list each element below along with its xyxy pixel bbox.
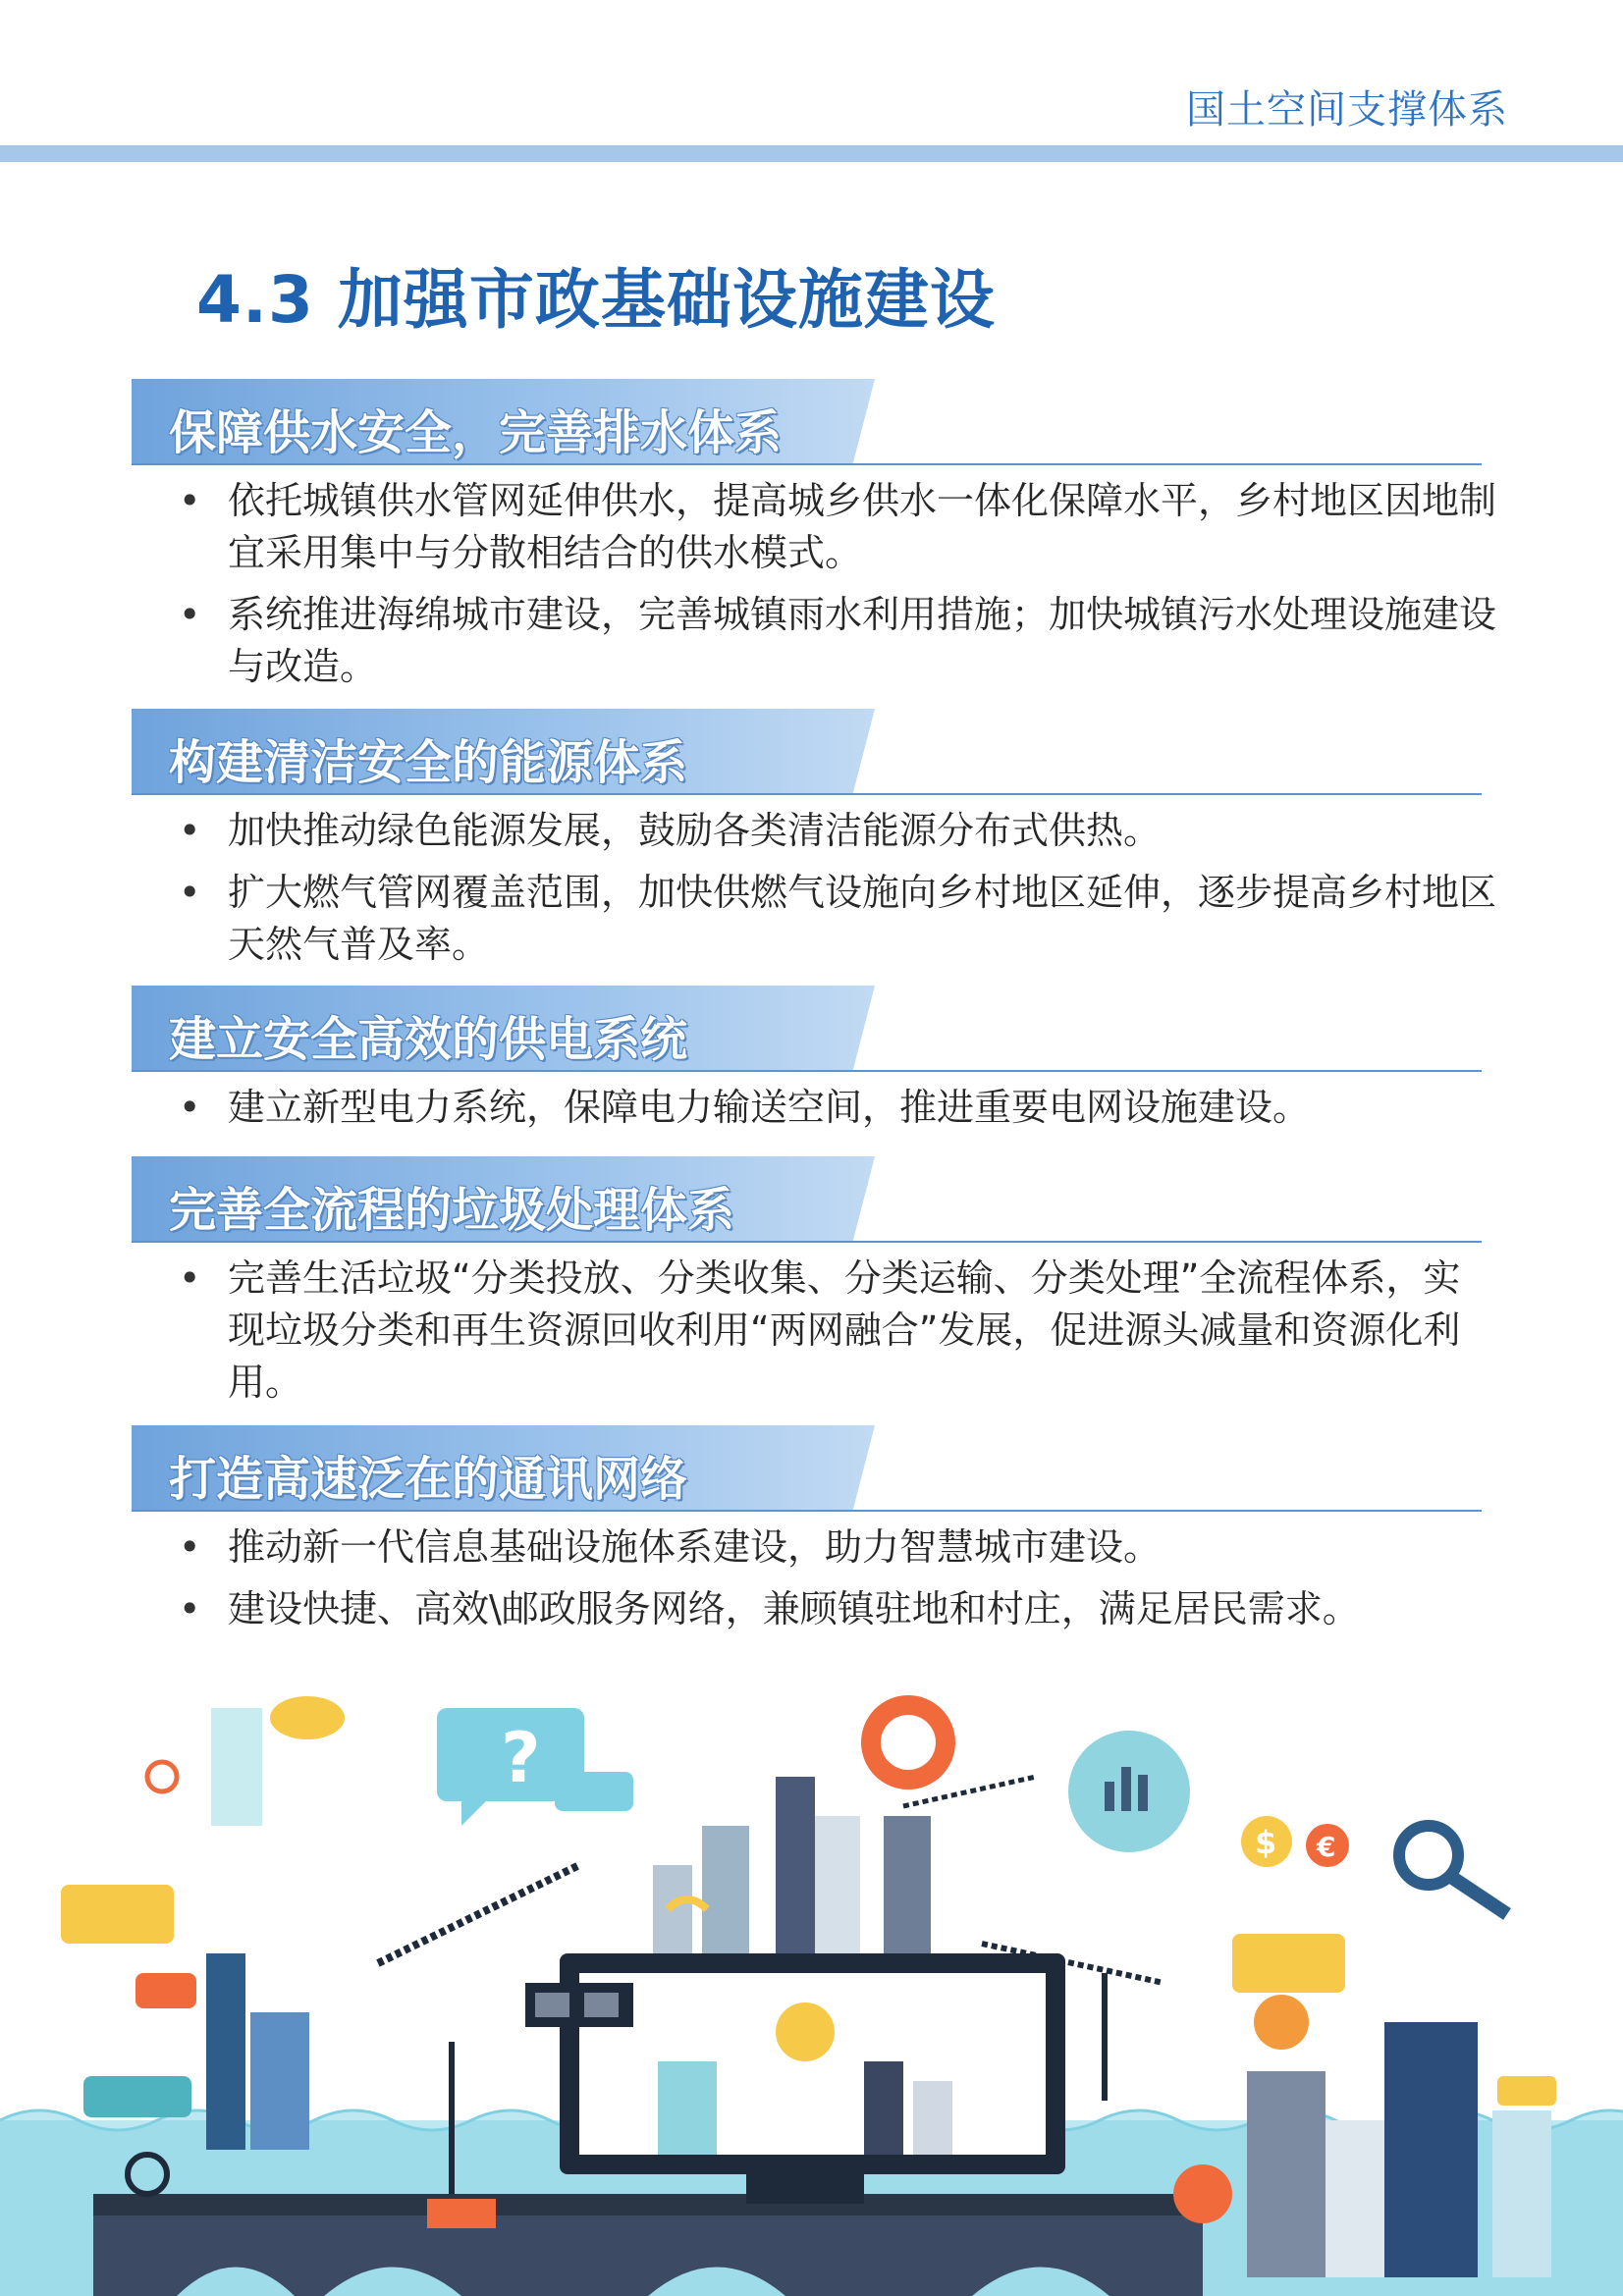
film-frame <box>584 1993 619 2017</box>
building <box>658 2061 717 2155</box>
header-label: 国土空间支撑体系 <box>1186 87 1508 133</box>
section-title: 构建清洁安全的能源体系 <box>169 735 688 790</box>
bullet-list <box>132 1522 1482 1635</box>
section-waste <box>132 1156 1482 1409</box>
film-frame <box>535 1993 569 2017</box>
section-water <box>132 379 1497 693</box>
bar <box>1105 1782 1114 1811</box>
bar <box>1138 1775 1148 1811</box>
signal-bubble-icon <box>1232 1934 1345 1993</box>
chat-bubble-icon <box>1497 2076 1556 2106</box>
building <box>206 1953 245 2150</box>
svg-text:?: ? <box>501 1718 541 1798</box>
chat-bubble-icon <box>270 1696 345 1739</box>
header-rule <box>0 145 1623 162</box>
section-title: 建立安全高效的供电系统 <box>169 1012 688 1067</box>
bridge-deck <box>93 2194 1203 2216</box>
building <box>913 2081 952 2155</box>
bullet-list <box>132 1253 1482 1409</box>
magnifier-icon <box>1399 1826 1458 1885</box>
section-rule <box>132 1241 1482 1243</box>
film-reel-icon <box>1254 1995 1309 2050</box>
bullet-item: • 扩大燃气管网覆盖范围，加快供燃气设施向乡村地区延伸，逐步提高乡村地区天然气普及率。 <box>132 867 1496 971</box>
sign-icon <box>427 2199 496 2228</box>
section-rule <box>132 793 1482 795</box>
section-header <box>132 379 1482 465</box>
section-power <box>132 986 1482 1134</box>
building <box>1247 2071 1325 2277</box>
section-rule <box>132 463 1482 465</box>
bar <box>1121 1767 1131 1811</box>
chat-bubble-icon <box>555 1772 633 1811</box>
magnifier-handle <box>1451 1877 1507 1914</box>
monitor-screen <box>579 1973 1046 2155</box>
monitor-stand <box>746 2174 864 2204</box>
page-title: 4.3 加强市政基础设施建设 <box>196 262 996 338</box>
bullet-list <box>132 475 1497 693</box>
euro-coin-label: € <box>1317 1831 1336 1863</box>
bullet-item: • 推动新一代信息基础设施体系建设，助力智慧城市建设。 <box>132 1522 1496 1574</box>
section-title: 打造高速泛在的通讯网络 <box>169 1452 688 1507</box>
lightbulb-pin-inner <box>881 1715 936 1770</box>
message-bubble-icon <box>61 1885 174 1944</box>
bullet-item: • 完善生活垃圾“分类投放、分类收集、分类运输、分类处理”全流程体系，实现垃圾分类和再生资源回收利用“两网融合”发展，促进源头减量和资源化利用。 <box>132 1253 1496 1409</box>
building <box>1492 2110 1551 2277</box>
section-title: 完善全流程的垃圾处理体系 <box>169 1183 735 1238</box>
building <box>211 1708 262 1826</box>
building <box>1384 2022 1478 2277</box>
section-header <box>132 709 1482 795</box>
building <box>1325 2120 1394 2277</box>
crane-arm <box>378 1865 579 1963</box>
building <box>250 2012 309 2150</box>
info-icon <box>147 1762 177 1791</box>
coin-stack-icon <box>1173 2164 1232 2223</box>
section-energy <box>132 709 1497 971</box>
section-rule <box>132 1070 1482 1072</box>
bullet-item: • 建设快捷、高效\邮政服务网络，兼顾镇驻地和村庄，满足居民需求。 <box>132 1583 1496 1635</box>
keyboard-bubble-icon <box>83 2076 191 2117</box>
section-telecom <box>132 1425 1482 1635</box>
bullet-item: • 建立新型电力系统，保障电力输送空间，推进重要电网设施建设。 <box>132 1082 1496 1134</box>
city-illustration <box>0 1688 1623 2296</box>
chat-bubble-icon <box>135 1973 196 2008</box>
bullet-item: • 加快推动绿色能源发展，鼓励各类清洁能源分布式供热。 <box>132 805 1496 857</box>
building <box>864 2061 903 2155</box>
bullet-list <box>132 805 1497 971</box>
section-title: 保障供水安全，完善排水体系 <box>169 405 783 460</box>
dollar-coin-label: $ <box>1255 1824 1277 1861</box>
section-header <box>132 1156 1482 1243</box>
bullet-item: • 系统推进海绵城市建设，完善城镇雨水利用措施；加快城镇污水处理设施建设与改造。 <box>132 589 1496 693</box>
bullet-item: • 依托城镇供水管网延伸供水，提高城乡供水一体化保障水平，乡村地区因地制宜采用集中与分散相结合的供水模式。 <box>132 475 1496 579</box>
section-header <box>132 986 1482 1072</box>
pin-icon <box>776 2002 835 2061</box>
bullet-list <box>132 1082 1482 1134</box>
section-rule <box>132 1510 1482 1512</box>
section-header <box>132 1425 1482 1512</box>
